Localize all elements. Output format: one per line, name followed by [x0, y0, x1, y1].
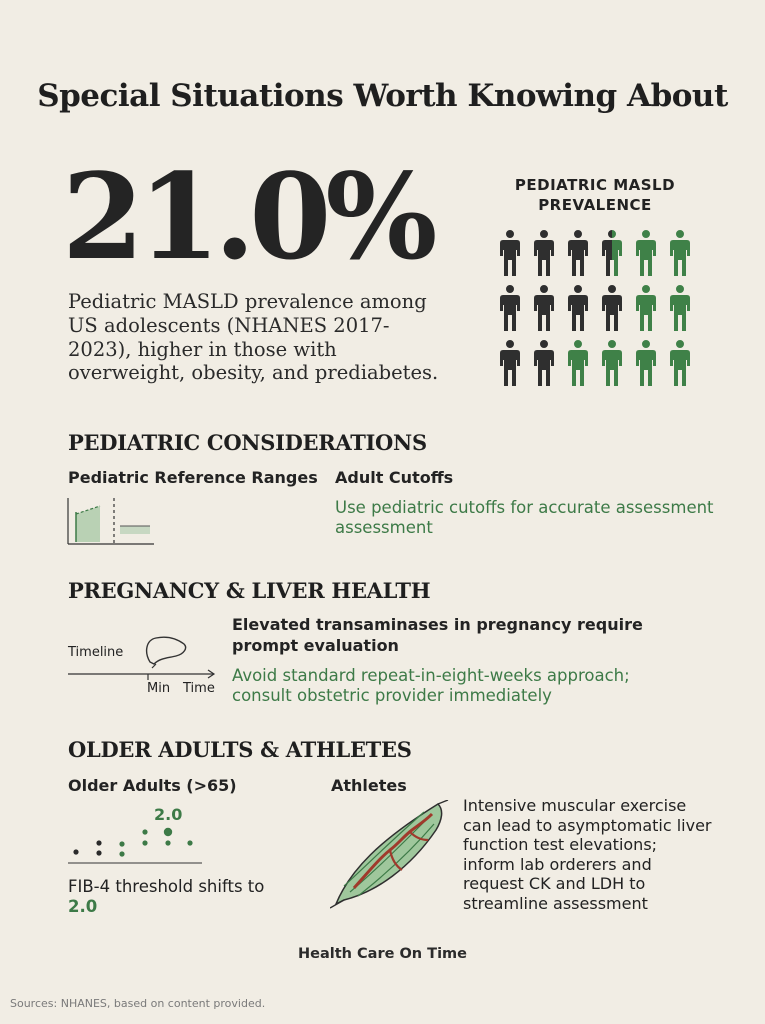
brand-name: Health Care On Time: [298, 946, 467, 962]
pediatric-note: Use pediatric cutoffs for accurate assessment assessment: [335, 498, 714, 538]
fib4-dot-plot-icon: [66, 822, 206, 866]
pictogram-person-dark: [534, 285, 554, 331]
pictogram-person-dark: [534, 230, 554, 276]
prevalence-pictogram: [494, 226, 700, 392]
older-adults-label: Older Adults (>65): [68, 776, 237, 795]
timeline-min-label: Min: [147, 681, 171, 696]
timeline-time-label: Time: [183, 681, 215, 696]
pictogram-person-dark: [500, 340, 520, 386]
pictogram-person-green: [670, 340, 690, 386]
older-adults-heading: OLDER ADULTS & ATHLETES: [68, 737, 412, 762]
fib4-note: [68, 877, 288, 917]
fib4-threshold-value: 2.0: [154, 805, 183, 824]
fib4-note-value: 2.0: [68, 897, 98, 917]
pictogram-person-dark: [534, 340, 554, 386]
timeline-label: Timeline: [68, 645, 124, 660]
pictogram-person-dark: [568, 230, 588, 276]
prevalence-stat: 21.0%: [62, 147, 432, 286]
fib4-note-text: FIB-4 threshold shifts to: [68, 877, 265, 896]
pregnancy-heading: PREGNANCY & LIVER HEALTH: [68, 578, 431, 603]
page-title: Special Situations Worth Knowing About: [37, 78, 728, 114]
pictogram-person-dark: [602, 285, 622, 331]
pregnancy-title: Elevated transaminases in pregnancy require prompt evaluation: [232, 615, 643, 655]
pediatric-heading: PEDIATRIC CONSIDERATIONS: [68, 430, 427, 455]
reference-range-chart-icon: [64, 494, 154, 550]
pictogram-title: PEDIATRIC MASLD PREVALENCE: [514, 176, 676, 214]
pictogram-person-dark: [500, 285, 520, 331]
pediatric-reference-label: Pediatric Reference Ranges: [68, 468, 318, 487]
prevalence-description: Pediatric MASLD prevalence among US adolescents (NHANES 2017-2023), higher in those with overweight, obesity, and prediabetes.: [68, 290, 439, 385]
athletes-label: Athletes: [331, 776, 407, 795]
sources-note: Sources: NHANES, based on content provided.: [10, 997, 266, 1010]
pictogram-person-dark: [500, 230, 520, 276]
pictogram-person-green: [670, 230, 690, 276]
pictogram-person-green: [636, 230, 656, 276]
pictogram-person-green: [636, 340, 656, 386]
pregnancy-note: Avoid standard repeat-in-eight-weeks approach; consult obstetric provider immediately: [232, 666, 630, 706]
muscle-icon: [330, 800, 450, 910]
adult-cutoffs-label: Adult Cutoffs: [335, 468, 454, 487]
pictogram-person-green: [636, 285, 656, 331]
pictogram-person-green: [670, 285, 690, 331]
pictogram-person-green: [568, 340, 588, 386]
pictogram-person-green: [602, 340, 622, 386]
pictogram-person-half: [602, 230, 622, 276]
pictogram-person-dark: [568, 285, 588, 331]
athletes-note: Intensive muscular exercise can lead to asymptomatic liver function test elevations; inform lab orderers and request CK and LDH to streamline assessment: [463, 796, 712, 913]
